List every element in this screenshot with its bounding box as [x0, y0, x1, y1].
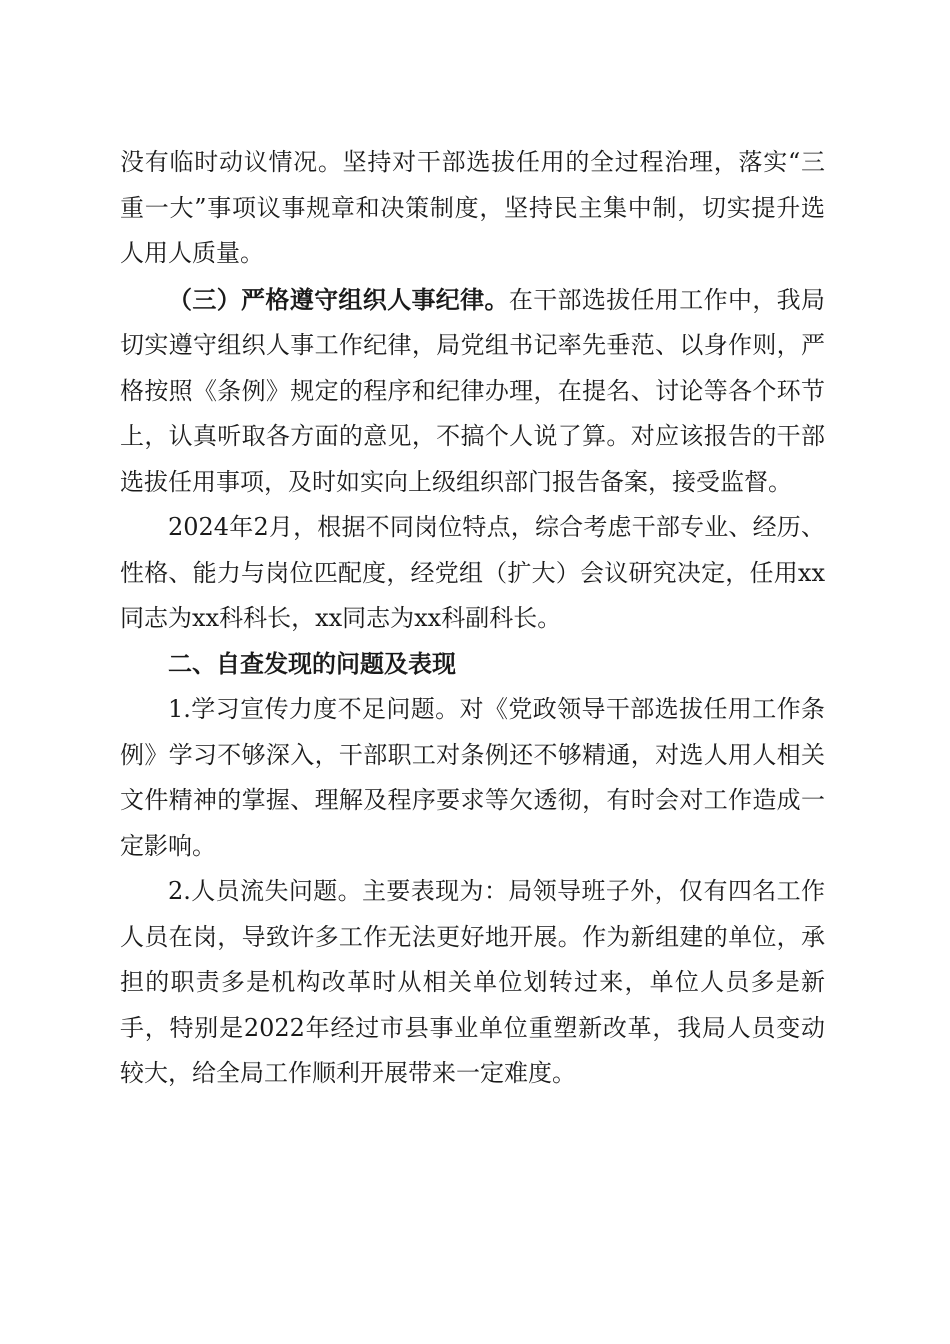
section-heading: 二、自查发现的问题及表现 [168, 649, 456, 678]
paragraph-discipline [120, 277, 825, 506]
document-body [120, 140, 825, 1097]
paragraph-lead-heading: （三）严格遵守组织人事纪律。 [168, 284, 509, 314]
paragraph-body-text: 在干部选拔任用工作中，我局切实遵守组织人事工作纪律，局党组书记率先垂范、以身作则，严格按照《条例》规定的程序和纪律办理，在提名、讨论等各个环节上，认真听取各方面的意见，不搞个人说了算。对应该报告的干部选拔任用事项，及时如实向上级组织部门报告备案，接受监督。 [120, 285, 826, 496]
paragraph-appointment: 2024年2月，根据不同岗位特点，综合考虑干部专业、经历、性格、能力与岗位匹配度，经党组（扩大）会议研究决定，任用xx同志为xx科科长，xx同志为xx科副科长。 [120, 513, 825, 632]
paragraph-issue-1: 1.学习宣传力度不足问题。对《党政领导干部选拔任用工作条例》学习不够深入，干部职工对条例还不够精通，对选人用人相关文件精神的掌握、理解及程序要求等欠透彻，有时会对工作造成一定影响。 [120, 695, 825, 860]
paragraph-issue-2: 2.人员流失问题。主要表现为：局领导班子外，仅有四名工作人员在岗，导致许多工作无法更好地开展。作为新组建的单位，承担的职责多是机构改革时从相关单位划转过来，单位人员多是新手，特别是2022年经过市县事业单位重塑新改革，我局人员变动较大，给全局工作顺利开展带来一定难度。 [120, 877, 825, 1087]
paragraph-continued: 没有临时动议情况。坚持对干部选拔任用的全过程治理，落实“三重一大”事项议事规章和决策制度，坚持民主集中制，切实提升选人用人质量。 [120, 148, 825, 267]
